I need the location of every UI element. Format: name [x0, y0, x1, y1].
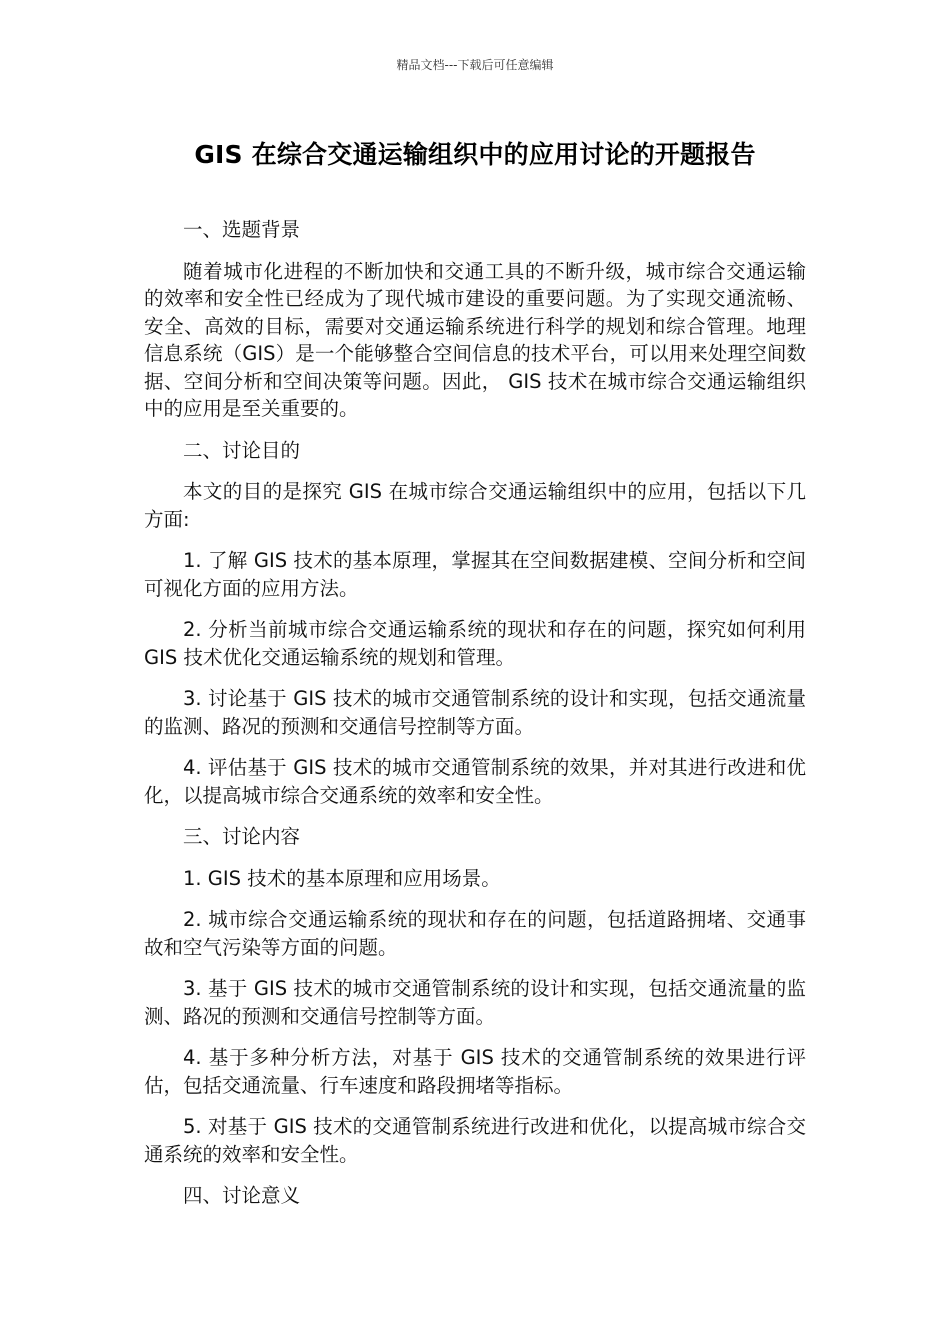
document-title: GIS 在综合交通运输组织中的应用讨论的开题报告: [194, 140, 756, 169]
purpose-item-1: 1. 了解 GIS 技术的基本原理，掌握其在空间数据建模、空间分析和空间可视化方面的应用方法。: [144, 549, 806, 600]
paragraph-purpose-intro: 本文的目的是探究 GIS 在城市综合交通运输组织中的应用，包括以下几方面:: [144, 480, 806, 531]
page-header-watermark: 精品文档---下载后可任意编辑: [396, 58, 554, 72]
content-item-3: 3. 基于 GIS 技术的城市交通管制系统的设计和实现，包括交通流量的监测、路况的预测和交通信号控制等方面。: [144, 977, 806, 1028]
content-item-5: 5. 对基于 GIS 技术的交通管制系统进行改进和优化，以提高城市综合交通系统的效率和安全性。: [144, 1115, 806, 1166]
content-item-4: 4. 基于多种分析方法，对基于 GIS 技术的交通管制系统的效果进行评估，包括交通流量、行车速度和路段拥堵等指标。: [144, 1046, 806, 1097]
purpose-item-2: 2. 分析当前城市综合交通运输系统的现状和存在的问题，探究如何利用 GIS 技术优化交通运输系统的规划和管理。: [144, 618, 806, 669]
paragraph-background: 随着城市化进程的不断加快和交通工具的不断升级，城市综合交通运输的效率和安全性已经成为了现代城市建设的重要问题。为了实现交通流畅、安全、高效的目标，需要对交通运输系统进行科学的规划和综合管理。地理信息系统（GIS）是一个能够整合空间信息的技术平台，可以用来处理空间数据、空间分析和空间决策等问题。因此， GIS 技术在城市综合交通运输组织中的应用是至关重要的。: [144, 259, 806, 420]
section-heading-significance: 四、讨论意义: [183, 1184, 301, 1207]
document-body: [144, 216, 806, 1224]
purpose-item-3: 3. 讨论基于 GIS 技术的城市交通管制系统的设计和实现，包括交通流量的监测、路况的预测和交通信号控制等方面。: [144, 687, 806, 738]
section-heading-background: 一、选题背景: [183, 218, 301, 241]
purpose-item-4: 4. 评估基于 GIS 技术的城市交通管制系统的效果，并对其进行改进和优化，以提高城市综合交通系统的效率和安全性。: [144, 756, 806, 807]
content-item-1: 1. GIS 技术的基本原理和应用场景。: [183, 866, 501, 890]
section-heading-purpose: 二、讨论目的: [183, 438, 301, 462]
content-item-2: 2. 城市综合交通运输系统的现状和存在的问题，包括道路拥堵、交通事故和空气污染等方面的问题。: [144, 908, 806, 959]
section-heading-content: 三、讨论内容: [183, 825, 301, 848]
